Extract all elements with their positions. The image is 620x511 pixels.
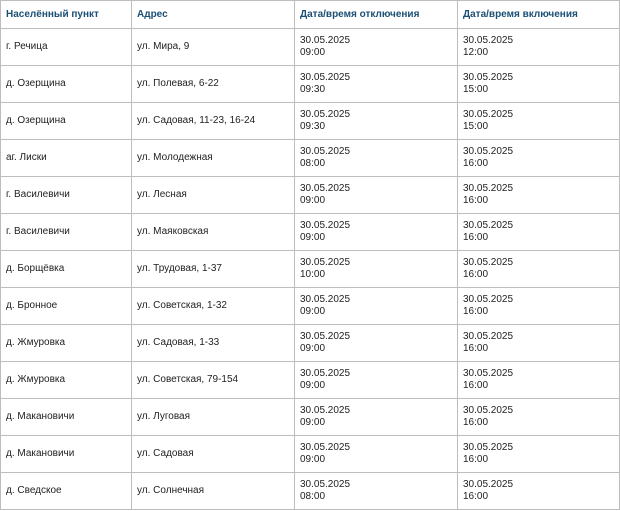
off-datetime-cell: [295, 399, 458, 436]
column-header-off-datetime: Дата/время отключения: [295, 1, 458, 29]
off-datetime-cell: [295, 325, 458, 362]
table-row: [1, 66, 620, 103]
locality-cell: д. Озерщина: [1, 103, 132, 140]
date-text: 30.05.2025: [463, 146, 514, 157]
on-datetime-cell: [458, 288, 620, 325]
date-text: 30.05.2025: [300, 220, 351, 231]
time-text: 09:00: [300, 380, 326, 391]
header-row: [1, 1, 620, 29]
time-text: 09:00: [300, 454, 326, 465]
time-text: 16:00: [463, 380, 489, 391]
date-text: 30.05.2025: [463, 331, 514, 342]
date-text: 30.05.2025: [300, 183, 351, 194]
date-text: 30.05.2025: [463, 183, 514, 194]
on-datetime-cell: [458, 103, 620, 140]
time-text: 16:00: [463, 158, 489, 169]
table-body: [1, 29, 620, 510]
table-row: [1, 140, 620, 177]
table-row: [1, 325, 620, 362]
on-datetime-cell: [458, 214, 620, 251]
locality-cell: д. Жмуровка: [1, 325, 132, 362]
date-text: 30.05.2025: [463, 479, 514, 490]
column-header-address: Адрес: [132, 1, 295, 29]
time-text: 16:00: [463, 491, 489, 502]
locality-cell: д. Сведское: [1, 473, 132, 510]
off-datetime-cell: [295, 473, 458, 510]
table-row: [1, 103, 620, 140]
address-cell: ул. Советская, 79-154: [132, 362, 295, 399]
off-datetime-cell: [295, 177, 458, 214]
table-row: [1, 288, 620, 325]
off-datetime-cell: [295, 29, 458, 66]
table-row: [1, 399, 620, 436]
date-text: 30.05.2025: [300, 331, 351, 342]
off-datetime-cell: [295, 288, 458, 325]
on-datetime-cell: [458, 251, 620, 288]
date-text: 30.05.2025: [300, 479, 351, 490]
locality-cell: д. Бронное: [1, 288, 132, 325]
off-datetime-cell: [295, 66, 458, 103]
date-text: 30.05.2025: [300, 72, 351, 83]
locality-cell: г. Речица: [1, 29, 132, 66]
on-datetime-cell: [458, 177, 620, 214]
table-row: [1, 214, 620, 251]
date-text: 30.05.2025: [463, 220, 514, 231]
locality-cell: г. Василевичи: [1, 177, 132, 214]
on-datetime-cell: [458, 140, 620, 177]
on-datetime-cell: [458, 473, 620, 510]
address-cell: ул. Садовая: [132, 436, 295, 473]
address-cell: ул. Садовая, 1-33: [132, 325, 295, 362]
off-datetime-cell: [295, 436, 458, 473]
table-row: [1, 436, 620, 473]
date-text: 30.05.2025: [300, 442, 351, 453]
column-header-locality: Населённый пункт: [1, 1, 132, 29]
address-cell: ул. Трудовая, 1-37: [132, 251, 295, 288]
time-text: 09:30: [300, 121, 326, 132]
date-text: 30.05.2025: [463, 405, 514, 416]
date-text: 30.05.2025: [463, 294, 514, 305]
date-text: 30.05.2025: [300, 294, 351, 305]
time-text: 16:00: [463, 232, 489, 243]
time-text: 09:30: [300, 84, 326, 95]
time-text: 09:00: [300, 306, 326, 317]
time-text: 08:00: [300, 491, 326, 502]
time-text: 16:00: [463, 343, 489, 354]
on-datetime-cell: [458, 29, 620, 66]
date-text: 30.05.2025: [300, 35, 351, 46]
off-datetime-cell: [295, 362, 458, 399]
date-text: 30.05.2025: [300, 257, 351, 268]
locality-cell: г. Василевичи: [1, 214, 132, 251]
time-text: 09:00: [300, 195, 326, 206]
time-text: 16:00: [463, 417, 489, 428]
time-text: 09:00: [300, 232, 326, 243]
table-header: [1, 1, 620, 29]
table-row: [1, 29, 620, 66]
locality-cell: аг. Лиски: [1, 140, 132, 177]
address-cell: ул. Молодежная: [132, 140, 295, 177]
time-text: 10:00: [300, 269, 326, 280]
date-text: 30.05.2025: [300, 368, 351, 379]
locality-cell: д. Озерщина: [1, 66, 132, 103]
address-cell: ул. Маяковская: [132, 214, 295, 251]
time-text: 09:00: [300, 343, 326, 354]
on-datetime-cell: [458, 66, 620, 103]
date-text: 30.05.2025: [463, 109, 514, 120]
time-text: 15:00: [463, 84, 489, 95]
date-text: 30.05.2025: [463, 368, 514, 379]
locality-cell: д. Жмуровка: [1, 362, 132, 399]
on-datetime-cell: [458, 362, 620, 399]
table-row: [1, 177, 620, 214]
off-datetime-cell: [295, 140, 458, 177]
on-datetime-cell: [458, 325, 620, 362]
date-text: 30.05.2025: [463, 442, 514, 453]
on-datetime-cell: [458, 436, 620, 473]
off-datetime-cell: [295, 103, 458, 140]
time-text: 08:00: [300, 158, 326, 169]
address-cell: ул. Полевая, 6-22: [132, 66, 295, 103]
time-text: 15:00: [463, 121, 489, 132]
time-text: 12:00: [463, 47, 489, 58]
date-text: 30.05.2025: [300, 109, 351, 120]
time-text: 16:00: [463, 454, 489, 465]
time-text: 16:00: [463, 195, 489, 206]
address-cell: ул. Мира, 9: [132, 29, 295, 66]
on-datetime-cell: [458, 399, 620, 436]
locality-cell: д. Борщёвка: [1, 251, 132, 288]
address-cell: ул. Солнечная: [132, 473, 295, 510]
column-header-on-datetime: Дата/время включения: [458, 1, 620, 29]
address-cell: ул. Советская, 1-32: [132, 288, 295, 325]
time-text: 09:00: [300, 47, 326, 58]
date-text: 30.05.2025: [463, 72, 514, 83]
off-datetime-cell: [295, 251, 458, 288]
date-text: 30.05.2025: [463, 35, 514, 46]
time-text: 16:00: [463, 269, 489, 280]
address-cell: ул. Садовая, 11-23, 16-24: [132, 103, 295, 140]
date-text: 30.05.2025: [463, 257, 514, 268]
table-row: [1, 251, 620, 288]
table-row: [1, 362, 620, 399]
off-datetime-cell: [295, 214, 458, 251]
locality-cell: д. Макановичи: [1, 399, 132, 436]
time-text: 09:00: [300, 417, 326, 428]
date-text: 30.05.2025: [300, 405, 351, 416]
date-text: 30.05.2025: [300, 146, 351, 157]
time-text: 16:00: [463, 306, 489, 317]
address-cell: ул. Луговая: [132, 399, 295, 436]
table-row: [1, 473, 620, 510]
locality-cell: д. Макановичи: [1, 436, 132, 473]
address-cell: ул. Лесная: [132, 177, 295, 214]
